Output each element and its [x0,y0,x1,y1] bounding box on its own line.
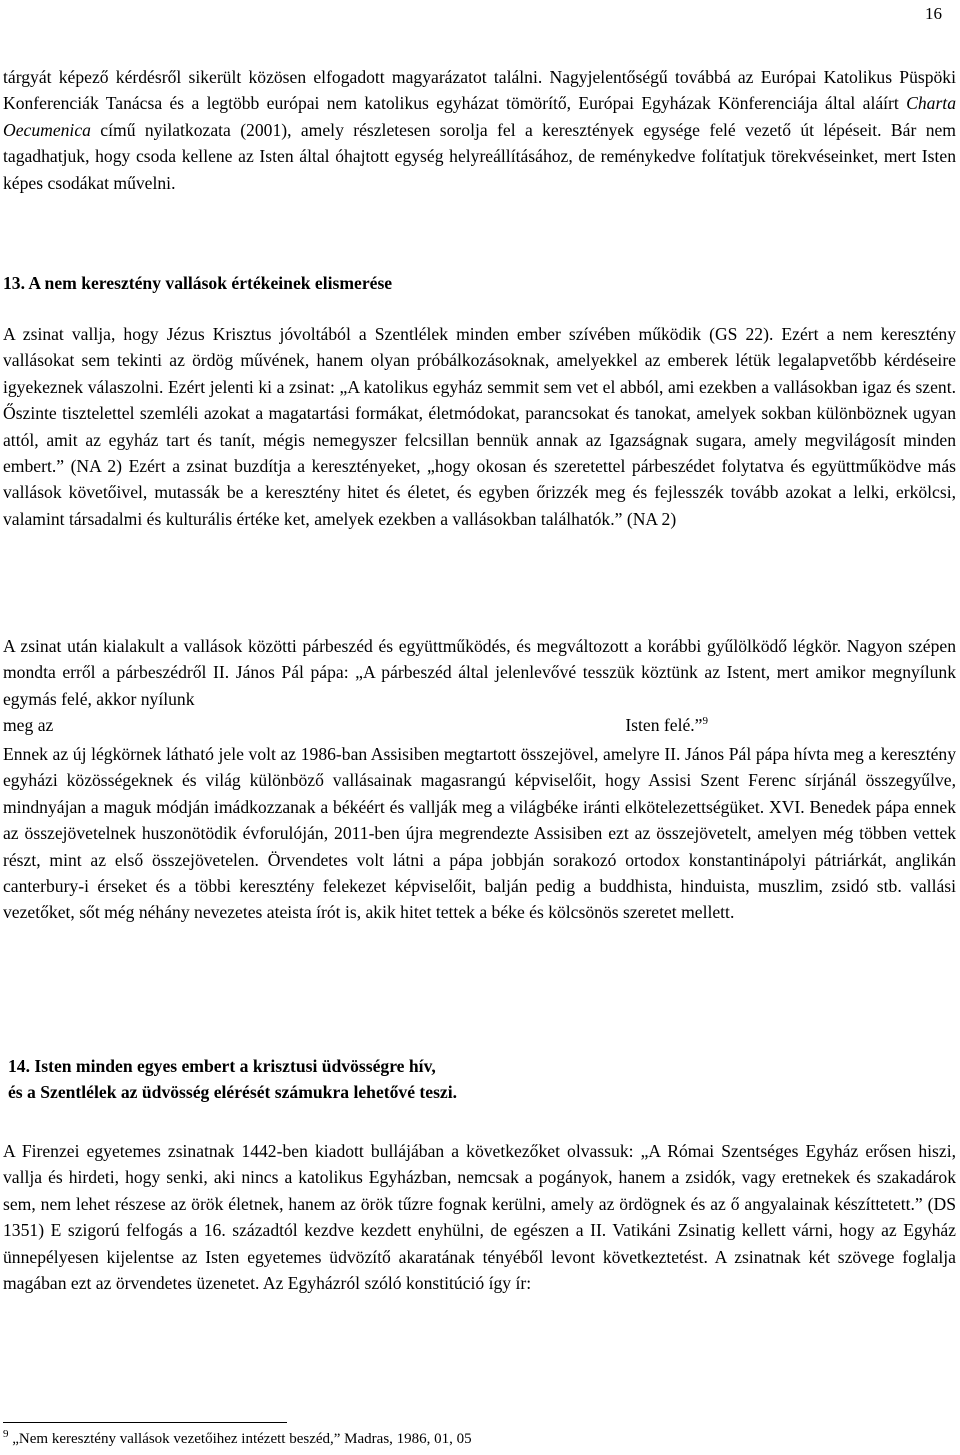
footnote-reference[interactable]: 9 [702,715,708,728]
footnote-divider [3,1422,287,1423]
paragraph-text: című nyilatkozata (2001), amely részletesen sorolja fel a keresztények egysége felé vezető út lépéseit. Bár nem tagadhatjuk, hogy csoda kellene az Isten által óhajtott egység helyreállításához, de reménykedve folítatjuk törekvéseinket, mert Isten képes csodákat művelni. [3,119,956,193]
paragraph-ecumenism [3,64,956,196]
heading-line: és a Szentlélek az üdvösség elérését számukra lehetővé teszi. [8,1082,458,1102]
footnote-marker: 9 [3,1428,9,1440]
paragraph-dialogue [3,633,956,739]
paragraph-text: Isten felé.” [625,715,703,736]
section-heading-13: 13. A nem keresztény vallások értékeinek elismerése [3,273,393,293]
paragraph-text: meg az [3,715,54,736]
paragraph-assisi: Ennek az új légkörnek látható jele volt az 1986-ban Assisiben megtartott összejövel, amelyre II. János Pál pápa hívta meg a keresztény egyházi közösségeknek és világ különböző vallásainak magasrangú képviselőit, hogy Assisi Szent Ferenc sírjánál összegyűlve, mindnyájan a maguk módján imádkozzanak a békéért és vallják meg a világbéke iránti elkötelezettségüket. XVI. Benedek pápa ennek az összejövetelnek huszonötödik évforulóján, 2011-ben újra megrendezte Assisiben ezt az összejövetelt, amelyen még többen vettek részt, mint az első összejövetelen. Örvendetes volt látni a pápa jobbján sorakozó ortodox konstantinápolyi pátriárkát, anglikán canterbury-i érseket és a többi keresztény felekezet képviselőit, balján pedig a buddhista, hinduista, muszlim, zsidó stb. vallási vezetőket, sőt még néhány nevezetes ateista írót is, akik hitet tettek a béke és kölcsönös szeretet mellett. [3,744,956,923]
page-number: 16 [925,4,942,23]
paragraph-text: tárgyát képező kérdésről sikerült közösen elfogadott magyarázatot találni. Nagyjelentőségű továbbá az Európai Katolikus Püspöki Konferenciák Tanácsa és a legtöbb európai nem katolikus egyházat tömörítő, Európai Egyházak Könferenciája által aláírt [3,67,956,114]
footnote [3,1430,472,1448]
paragraph-florence-council: A Firenzei egyetemes zsinatnak 1442-ben kiadott bullájában a következőket olvassuk: „A Római Szentséges Egyház erősen hiszi, vallja és hirdeti, hogy senki, aki nincs a katolikus Egyházban, nemcsak a pogányok, hanem a zsidók, vagy eretnekek és szakadárok sem, nem lehet részese az örök életnek, hanem az örök tűzre fognak kerülni, amely az ördögnek és az ő angyalainak készíttetett.” (DS 1351) E szigorú felfogás a 16. századtól kezdve kezdett enyhülni, de egészen a II. Vatikáni Zsinatig kellett várni, hogy az Egyház ünnepélyesen kijelentse az Isten egyetemes üdvözítő akaratának tényéből levont következtetést. A zsinatnak két szövege foglalja magában ezt az örvendetes üzenetet. Az Egyházról szóló konstitúció így ír: [3,1141,956,1294]
document-title-italic: Charta Oecumenica [3,93,956,140]
paragraph-text: A zsinat után kialakult a vallások közötti párbeszéd és együttműködés, és megváltozott a korábbi gyűlölködő légkör. Nagyon szépen mondta erről a párbeszédről II. János Pál pápa: „A párbeszéd által jelenlevővé tesszük köztünk az Istent, mert amikor megnyílunk egymás felé, akkor nyílunk [3,636,956,709]
heading-line: 14. Isten minden egyes embert a krisztusi üdvösségre hív, [8,1056,436,1076]
paragraph-non-christian-religions: A zsinat vallja, hogy Jézus Krisztus jóvoltából a Szentlélek minden ember szívében működik (GS 22). Ezért a nem keresztény vallásokat sem tekinti az ördög művének, hanem olyan próbálkozásoknak, amelyekkel az emberek létük legalapvetőbb kérdéseire igyekeznek válaszolni. Ezért jelenti ki a zsinat: „A katolikus egyház semmit sem vet el abból, ami ezekben a vallásokban igaz és szent. Őszinte tisztelettel szemléli azokat a magatartási formákat, életmódokat, parancsokat és tanokat, amelyek sokban különböznek ugyan attól, amit az egyház tart és tanít, mégis nemegyszer felcsillan bennük annak az Igazságnak sugara, amely megvilágosít minden embert.” (NA 2) Ezért a zsinat buzdítja a keresztényeket, „hogy okosan és szeretettel párbeszédet folytatva és együttműködve más vallások követőivel, mutassák be a keresztény hitet és életet, és egyben őrizzék meg és fejlesszék tovább azokat a lelki, erkölcsi, valamint társadalmi és kulturális értéke ket, amelyek ezekben a vallásokban találhatók.” (NA 2) [3,324,956,529]
section-heading-14 [8,1053,960,1105]
footnote-text: „Nem keresztény vallások vezetőihez intézett beszéd,” Madras, 1986, 01, 05 [12,1431,472,1447]
